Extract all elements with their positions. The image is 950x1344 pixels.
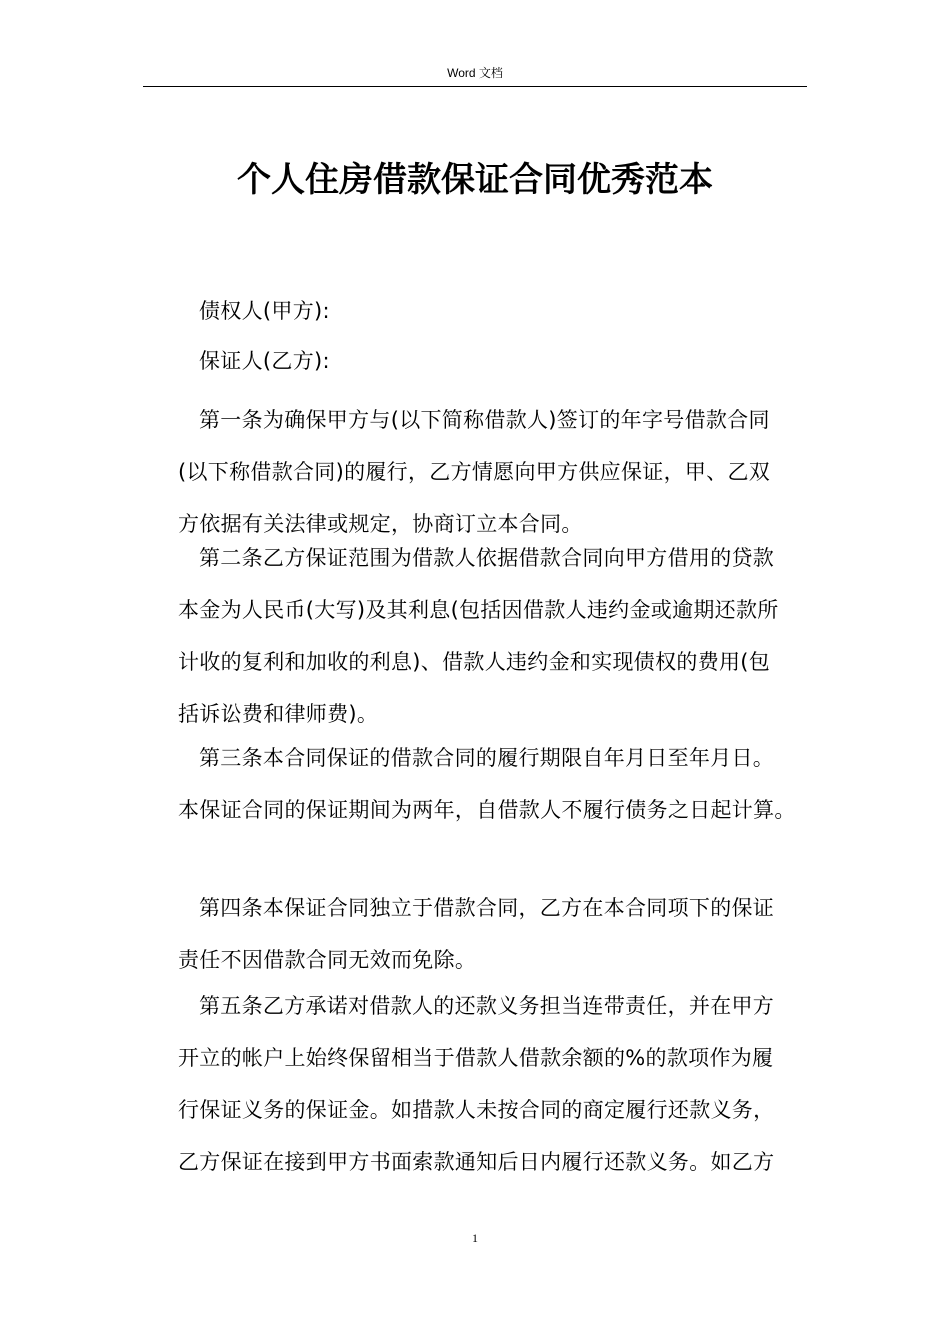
paragraph-article-1 [178,394,770,550]
paragraph-line: 债权人(甲方): [199,299,330,323]
paragraph-article-5 [178,980,774,1188]
paragraph-article-2 [178,532,779,740]
page-header: Word 文档 [447,66,503,80]
paragraph-line: 计收的复利和加收的利息)、借款人违约金和实现债权的费用(包 [178,650,771,674]
paragraph-line: 乙方保证在接到甲方书面索款通知后日内履行还款义务。如乙方 [178,1150,775,1174]
header-divider [143,86,807,87]
document-title: 个人住房借款保证合同优秀范本 [237,160,713,200]
paragraph-line: 括诉讼费和律师费)。 [178,702,379,726]
paragraph-line: 第四条本保证合同独立于借款合同，乙方在本合同项下的保证 [199,896,775,920]
paragraph-line: 第二条乙方保证范围为借款人依据借款合同向甲方借用的贷款 [199,546,775,570]
paragraph-line: 本金为人民币(大写)及其利息(包括因借款人违约金或逾期还款所 [178,598,779,622]
paragraph-line: 第一条为确保甲方与(以下简称借款人)签订的年字号借款合同 [199,408,770,432]
paragraph-line: 第五条乙方承诺对借款人的还款义务担当连带责任，并在甲方 [199,994,775,1018]
page-number: 1 [472,1231,478,1245]
paragraph-article-4 [178,882,774,986]
paragraph-line: (以下称借款合同)的履行，乙方情愿向甲方供应保证，甲、乙双 [178,460,771,484]
paragraph-line: 方依据有关法律或规定，协商订立本合同。 [178,512,583,536]
paragraph-line: 行保证义务的保证金。如措款人未按合同的商定履行还款义务， [178,1098,775,1122]
paragraph-line: 开立的帐户上始终保留相当于借款人借款余额的%的款项作为履 [178,1046,774,1070]
paragraph-line: 责任不因借款合同无效而免除。 [178,948,477,972]
paragraph-line: 第三条本合同保证的借款合同的履行期限自年月日至年月日。 [199,746,775,770]
paragraph-article-3 [178,732,796,836]
paragraph-guarantor [178,344,330,378]
paragraph-creditor [178,294,330,328]
paragraph-line: 本保证合同的保证期间为两年，自借款人不履行债务之日起计算。 [178,798,796,822]
paragraph-line: 保证人(乙方): [199,349,330,373]
